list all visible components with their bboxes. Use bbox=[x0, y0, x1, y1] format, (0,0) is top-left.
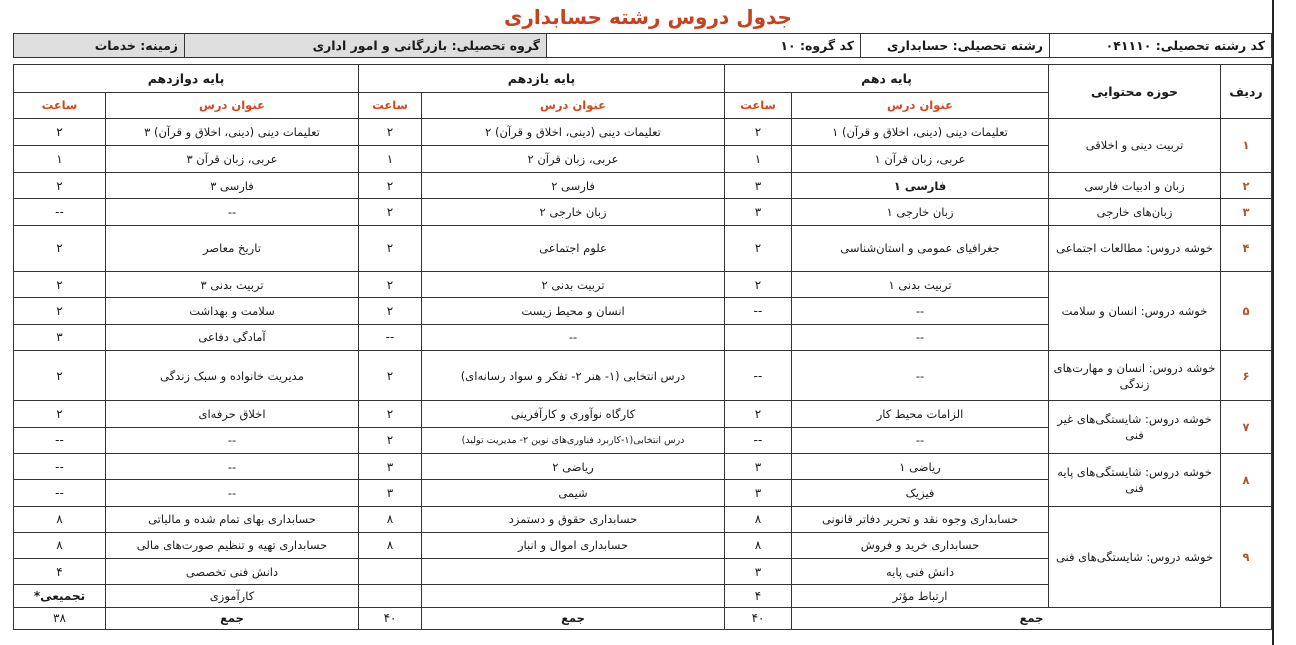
hours-cell: ۳ bbox=[725, 199, 792, 225]
row-number: ۳ bbox=[1221, 199, 1272, 225]
hours-cell: ۱ bbox=[14, 145, 106, 172]
header-course: عنوان درس bbox=[792, 93, 1049, 118]
course-cell: -- bbox=[106, 480, 359, 506]
course-cell: تعلیمات دینی (دینی، اخلاق و قرآن) ۱ bbox=[792, 118, 1049, 145]
course-cell: -- bbox=[106, 454, 359, 480]
header-row-number: ردیف bbox=[1221, 65, 1272, 119]
course-cell: عربی، زبان قرآن ۳ bbox=[106, 145, 359, 172]
course-cell: دانش فنی پایه bbox=[792, 559, 1049, 585]
course-cell: حسابداری وجوه نقد و تحریر دفاتر قانونی bbox=[792, 506, 1049, 532]
course-cell: دانش فنی تخصصی bbox=[106, 559, 359, 585]
page-title: جدول دروس رشته حسابداری bbox=[504, 5, 792, 29]
group-name: گروه تحصیلی: بازرگانی و امور اداری bbox=[185, 34, 547, 58]
hours-cell: ۸ bbox=[725, 532, 792, 558]
group-code: کد گروه: ۱۰ bbox=[547, 34, 861, 58]
header-course: عنوان درس bbox=[106, 93, 359, 118]
hours-cell: ۳ bbox=[725, 454, 792, 480]
content-area: خوشه دروس: مطالعات اجتماعی bbox=[1049, 225, 1221, 271]
hours-cell: ۲ bbox=[359, 118, 422, 145]
course-cell: جغرافیای عمومی و استان‌شناسی bbox=[792, 225, 1049, 271]
content-area: خوشه دروس: شایستگی‌های پایه فنی bbox=[1049, 454, 1221, 507]
course-cell: ریاضی ۲ bbox=[422, 454, 725, 480]
hours-cell: ۸ bbox=[359, 506, 422, 532]
course-cell: کارآموزی bbox=[106, 585, 359, 607]
hours-cell: ۳ bbox=[725, 480, 792, 506]
content-area: تربیت دینی و اخلاقی bbox=[1049, 118, 1221, 173]
course-cell: شیمی bbox=[422, 480, 725, 506]
course-cell: -- bbox=[792, 427, 1049, 453]
hours-cell: ۴ bbox=[725, 585, 792, 607]
header-hours: ساعت bbox=[359, 93, 422, 118]
course-cell: تعلیمات دینی (دینی، اخلاق و قرآن) ۳ bbox=[106, 118, 359, 145]
course-cell: -- bbox=[792, 324, 1049, 350]
header-course: عنوان درس bbox=[422, 93, 725, 118]
course-cell: -- bbox=[792, 298, 1049, 324]
hours-cell: ۱ bbox=[725, 145, 792, 172]
content-area: زبان و ادبیات فارسی bbox=[1049, 173, 1221, 199]
course-cell: حسابداری بهای تمام شده و مالیاتی bbox=[106, 506, 359, 532]
hours-cell: ۳ bbox=[14, 324, 106, 350]
header-grade-12: پایه دوازدهم bbox=[14, 65, 359, 93]
course-cell: درس انتخابی (۱- هنر ۲- تفکر و سواد رسانه‌ای) bbox=[422, 350, 725, 401]
hours-cell: ۲ bbox=[359, 298, 422, 324]
hours-cell: ۸ bbox=[14, 532, 106, 558]
course-cell: درس انتخابی(۱-کاربرد فناوری‌های نوین ۲- مدیریت تولید) bbox=[422, 427, 725, 453]
row-number: ۹ bbox=[1221, 506, 1272, 607]
course-cell: زبان خارجی ۲ bbox=[422, 199, 725, 225]
hours-cell: -- bbox=[14, 199, 106, 225]
course-cell: -- bbox=[106, 427, 359, 453]
hours-cell: ۲ bbox=[14, 118, 106, 145]
course-cell: انسان و محیط زیست bbox=[422, 298, 725, 324]
content-area: خوشه دروس: انسان و سلامت bbox=[1049, 272, 1221, 351]
total-hours-12: ۳۸ bbox=[14, 607, 106, 629]
hours-cell: ۳ bbox=[725, 559, 792, 585]
course-cell: حسابداری خرید و فروش bbox=[792, 532, 1049, 558]
total-label: جمع bbox=[792, 607, 1272, 629]
hours-cell: ۲ bbox=[359, 427, 422, 453]
course-cell: کارگاه نوآوری و کارآفرینی bbox=[422, 401, 725, 427]
hours-cell: ۳ bbox=[359, 480, 422, 506]
hours-cell: ۲ bbox=[359, 173, 422, 199]
course-cell bbox=[422, 559, 725, 585]
hours-cell: -- bbox=[14, 480, 106, 506]
row-number: ۸ bbox=[1221, 454, 1272, 507]
hours-cell: ۲ bbox=[14, 350, 106, 401]
hours-cell: ۲ bbox=[359, 225, 422, 271]
content-area: زبان‌های خارجی bbox=[1049, 199, 1221, 225]
course-cell: فیزیک bbox=[792, 480, 1049, 506]
total-hours-11: ۴۰ bbox=[359, 607, 422, 629]
hours-cell: ۸ bbox=[14, 506, 106, 532]
hours-cell bbox=[359, 559, 422, 585]
header-grade-10: پایه دهم bbox=[725, 65, 1049, 93]
hours-cell: -- bbox=[14, 454, 106, 480]
course-cell: سلامت و بهداشت bbox=[106, 298, 359, 324]
hours-cell: ۲ bbox=[725, 272, 792, 298]
page-border bbox=[1272, 0, 1274, 645]
hours-cell: -- bbox=[725, 298, 792, 324]
course-cell: حسابداری تهیه و تنظیم صورت‌های مالی bbox=[106, 532, 359, 558]
course-cell: فارسی ۲ bbox=[422, 173, 725, 199]
total-label: جمع bbox=[422, 607, 725, 629]
course-table bbox=[13, 64, 1272, 630]
hours-cell: ۸ bbox=[725, 506, 792, 532]
hours-cell: ۲ bbox=[725, 401, 792, 427]
hours-cell: ۲ bbox=[14, 173, 106, 199]
hours-cell: -- bbox=[725, 350, 792, 401]
course-cell: فارسی ۱ bbox=[792, 173, 1049, 199]
hours-cell bbox=[359, 585, 422, 607]
hours-cell: ۸ bbox=[359, 532, 422, 558]
info-bar bbox=[13, 33, 1272, 58]
course-cell bbox=[422, 585, 725, 607]
hours-cell: ۲ bbox=[725, 225, 792, 271]
content-area: خوشه دروس: شایستگی‌های غیر فنی bbox=[1049, 401, 1221, 454]
hours-cell bbox=[725, 324, 792, 350]
content-area: خوشه دروس: شایستگی‌های فنی bbox=[1049, 506, 1221, 607]
course-cell: الزامات محیط کار bbox=[792, 401, 1049, 427]
course-cell: حسابداری اموال و انبار bbox=[422, 532, 725, 558]
course-cell: اخلاق حرفه‌ای bbox=[106, 401, 359, 427]
total-hours-10: ۴۰ bbox=[725, 607, 792, 629]
course-cell: تربیت بدنی ۱ bbox=[792, 272, 1049, 298]
course-cell: تربیت بدنی ۲ bbox=[422, 272, 725, 298]
row-number: ۲ bbox=[1221, 173, 1272, 199]
hours-cell: ۳ bbox=[359, 454, 422, 480]
zone-name: زمینه: خدمات bbox=[14, 34, 185, 58]
header-area: حوزه محتوایی bbox=[1049, 65, 1221, 119]
row-number: ۱ bbox=[1221, 118, 1272, 173]
course-cell: تاریخ معاصر bbox=[106, 225, 359, 271]
hours-cell: ۲ bbox=[359, 199, 422, 225]
row-number: ۵ bbox=[1221, 272, 1272, 351]
course-cell: ریاضی ۱ bbox=[792, 454, 1049, 480]
course-cell: ارتباط مؤثر bbox=[792, 585, 1049, 607]
hours-cell: -- bbox=[359, 324, 422, 350]
row-number: ۴ bbox=[1221, 225, 1272, 271]
course-cell: مدیریت خانواده و سبک زندگی bbox=[106, 350, 359, 401]
header-hours: ساعت bbox=[725, 93, 792, 118]
course-cell: -- bbox=[106, 199, 359, 225]
hours-cell: ۲ bbox=[359, 401, 422, 427]
hours-cell: ۲ bbox=[725, 118, 792, 145]
hours-cell: ۲ bbox=[359, 272, 422, 298]
header-grade-11: پایه یازدهم bbox=[359, 65, 725, 93]
content-area: خوشه دروس: انسان و مهارت‌های زندگی bbox=[1049, 350, 1221, 401]
field-code: کد رشته تحصیلی: ۰۴۱۱۱۰ bbox=[1050, 34, 1272, 58]
row-number: ۷ bbox=[1221, 401, 1272, 454]
course-cell: علوم اجتماعی bbox=[422, 225, 725, 271]
hours-cell: -- bbox=[725, 427, 792, 453]
course-cell: تعلیمات دینی (دینی، اخلاق و قرآن) ۲ bbox=[422, 118, 725, 145]
hours-cell: ۲ bbox=[359, 350, 422, 401]
course-cell: تربیت بدنی ۳ bbox=[106, 272, 359, 298]
hours-cell: تجمیعی* bbox=[14, 585, 106, 607]
hours-cell: ۳ bbox=[725, 173, 792, 199]
course-cell: عربی، زبان قرآن ۲ bbox=[422, 145, 725, 172]
field-name: رشته تحصیلی: حسابداری bbox=[861, 34, 1050, 58]
course-cell: -- bbox=[792, 350, 1049, 401]
row-number: ۶ bbox=[1221, 350, 1272, 401]
total-label: جمع bbox=[106, 607, 359, 629]
hours-cell: ۱ bbox=[359, 145, 422, 172]
course-cell: عربی، زبان قرآن ۱ bbox=[792, 145, 1049, 172]
hours-cell: ۲ bbox=[14, 225, 106, 271]
course-cell: آمادگی دفاعی bbox=[106, 324, 359, 350]
hours-cell: -- bbox=[14, 427, 106, 453]
hours-cell: ۲ bbox=[14, 272, 106, 298]
course-cell: فارسی ۳ bbox=[106, 173, 359, 199]
hours-cell: ۲ bbox=[14, 401, 106, 427]
course-cell: حسابداری حقوق و دستمزد bbox=[422, 506, 725, 532]
hours-cell: ۴ bbox=[14, 559, 106, 585]
header-hours: ساعت bbox=[14, 93, 106, 118]
course-cell: -- bbox=[422, 324, 725, 350]
course-cell: زبان خارجی ۱ bbox=[792, 199, 1049, 225]
hours-cell: ۲ bbox=[14, 298, 106, 324]
